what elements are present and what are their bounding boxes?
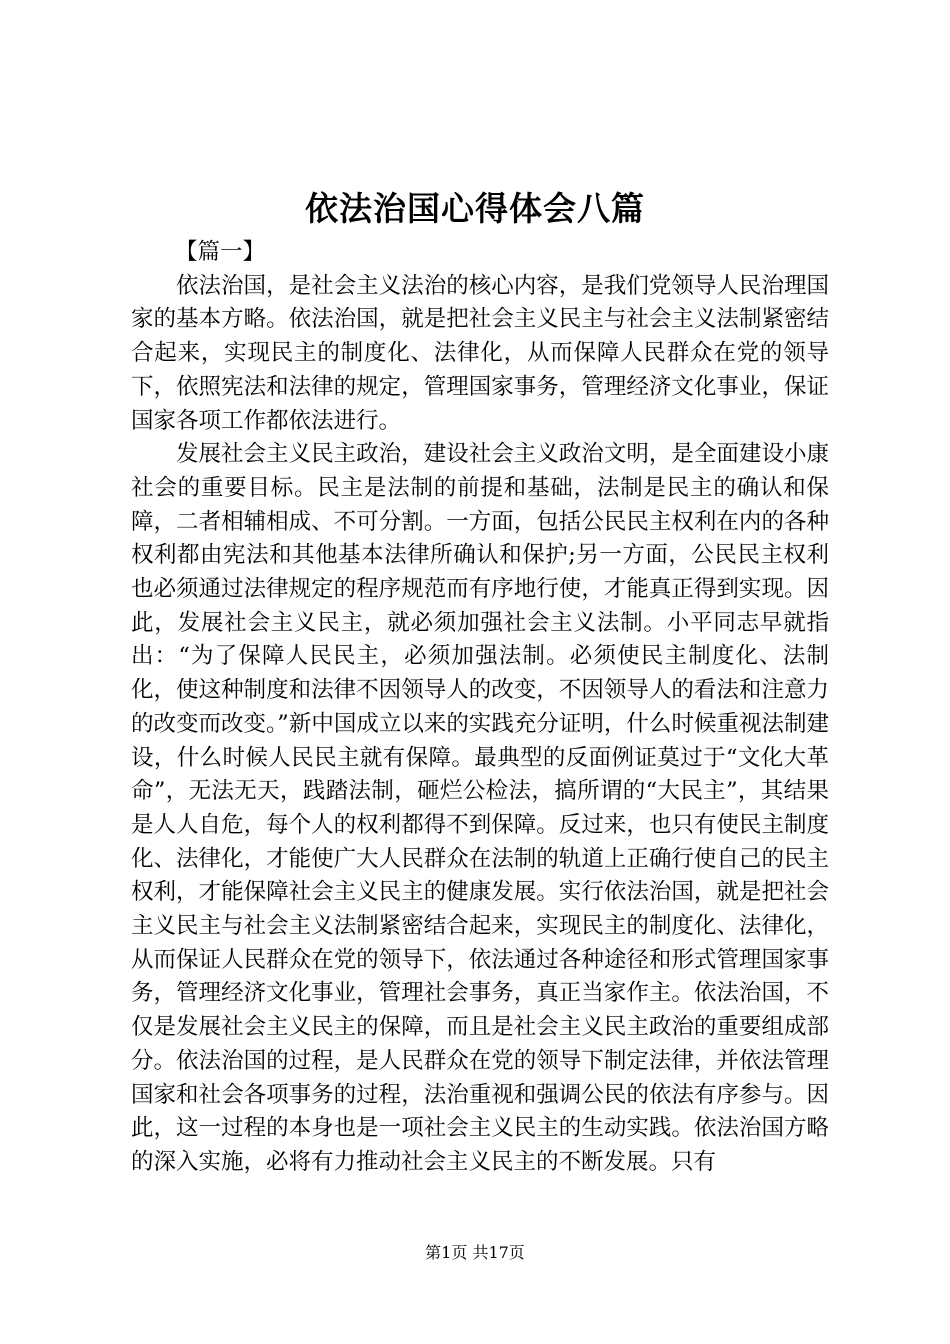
- document-title: 依法治国心得体会八篇: [305, 189, 645, 228]
- section-label: 【篇一】: [175, 239, 266, 265]
- paragraph-1: 依法治国，是社会主义法治的核心内容，是我们党领导人民治理国家的基本方略。依法治国，就是把社会主义民主与社会主义法制紧密结合起来，实现民主的制度化、法律化，从而保障人民群众在党的领导下，依照宪法和法律的规定，管理国家事务，管理经济文化事业，保证国家各项工作都依法进行。: [131, 272, 829, 434]
- document-body: [131, 236, 829, 1180]
- paragraph-2: 发展社会主义民主政治，建设社会主义政治文明，是全面建设小康社会的重要目标。民主是法制的前提和基础，法制是民主的确认和保障，二者相辅相成、不可分割。一方面，包括公民民主权利在内的各种权利都由宪法和其他基本法律所确认和保护;另一方面，公民民主权利也必须通过法律规定的程序规范而有序地行使，才能真正得到实现。因此，发展社会主义民主，就必须加强社会主义法制。小平同志早就指出：“为了保障人民民主，必须加强法制。必须使民主制度化、法制化，使这种制度和法律不因领导人的改变，不因领导人的看法和注意力的改变而改变。”新中国成立以来的实践充分证明，什么时候重视法制建设，什么时候人民民主就有保障。最典型的反面例证莫过于“文化大革命”，无法无天，践踏法制，砸烂公检法，搞所谓的“大民主”，其结果是人人自危，每个人的权利都得不到保障。反过来，也只有使民主制度化、法律化，才能使广大人民群众在法制的轨道上正确行使自己的民主权利，才能保障社会主义民主的健康发展。实行依法治国，就是把社会主义民主与社会主义法制紧密结合起来，实现民主的制度化、法律化，从而保证人民群众在党的领导下，依法通过各种途径和形式管理国家事务，管理经济文化事业，管理社会事务，真正当家作主。依法治国，不仅是发展社会主义民主的保障，而且是社会主义民主政治的重要组成部分。依法治国的过程，是人民群众在党的领导下制定法律，并依法管理国家和社会各项事务的过程，法治重视和强调公民的依法有序参与。因此，这一过程的本身也是一项社会主义民主的生动实践。依法治国方略的深入实施，必将有力推动社会主义民主的不断发展。只有: [131, 441, 829, 1175]
- page-footer: 第1页 共17页: [425, 1243, 525, 1262]
